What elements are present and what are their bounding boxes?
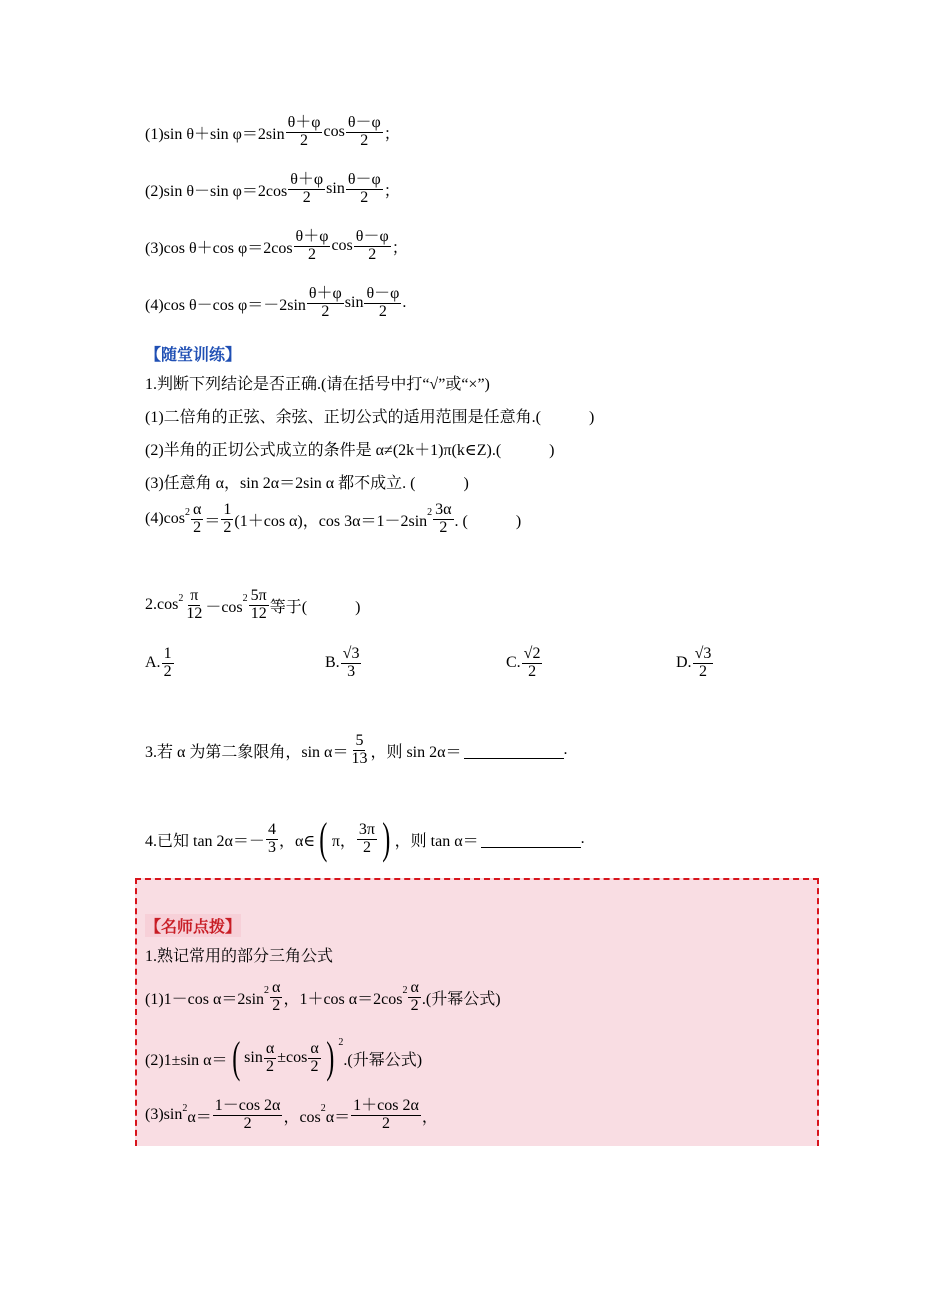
exponent: 2 xyxy=(338,1036,344,1048)
numerator: √3 xyxy=(694,645,712,662)
denominator: 2 xyxy=(223,518,232,536)
denominator: 2 xyxy=(368,245,377,263)
fraction xyxy=(364,286,401,321)
formula-text: sin xyxy=(244,1049,263,1066)
formula-text: 等于( ) xyxy=(269,598,361,616)
formula-1-lhs: (1)sin θ＋sin φ＝2sin xyxy=(145,125,285,143)
tip-1: 1.熟记常用的部分三角公式 xyxy=(145,948,334,965)
denominator: 3 xyxy=(267,838,276,856)
numerator: θ－φ xyxy=(347,171,381,188)
fraction xyxy=(349,733,369,768)
choice-d[interactable] xyxy=(676,646,714,681)
numerator: 4 xyxy=(267,820,276,838)
formula-2-lhs: (2)sin θ－sin φ＝2cos xyxy=(145,182,288,200)
numerator: θ＋φ xyxy=(295,228,329,245)
formula-text: ，α∈ xyxy=(278,832,316,850)
question-1-1: (1)二倍角的正弦、余弦、正切公式的适用范围是任意角.( ) xyxy=(145,409,595,426)
denominator: 2 xyxy=(439,518,448,536)
fraction xyxy=(288,172,325,207)
formula-text: ； xyxy=(383,182,400,200)
formula-text: .(升幂公式) xyxy=(421,990,501,1008)
numerator: θ－φ xyxy=(355,228,389,245)
denominator: 2 xyxy=(300,131,309,149)
fraction xyxy=(213,1098,283,1133)
numerator: 1 xyxy=(223,501,232,518)
fraction xyxy=(433,502,453,537)
exponent: 2 xyxy=(184,506,190,518)
denominator: 2 xyxy=(163,662,172,680)
answer-blank[interactable] xyxy=(464,742,564,759)
choice-c[interactable] xyxy=(506,646,543,681)
right-paren: ) xyxy=(382,814,391,863)
fraction xyxy=(266,822,278,857)
question-4 xyxy=(145,814,585,863)
formula-text: . ( ) xyxy=(454,512,522,530)
fraction xyxy=(286,115,323,150)
fraction xyxy=(270,980,282,1015)
denominator: 2 xyxy=(382,1114,391,1132)
formula-text: 2.cos xyxy=(145,596,179,614)
formula-text: α＝ xyxy=(187,1108,212,1126)
formula-text: (1)1－cos α＝2sin xyxy=(145,990,265,1008)
fraction xyxy=(522,646,543,681)
formula-text: (1＋cos α)，cos 3α＝1－2sin xyxy=(234,512,428,530)
fraction xyxy=(191,502,203,537)
exponent: 2 xyxy=(264,984,270,996)
formula-text: ， xyxy=(421,1108,438,1126)
formula-text: ，则 tan α＝ xyxy=(394,832,479,850)
formula-text: ＝ xyxy=(204,512,221,530)
denominator: 13 xyxy=(351,749,368,767)
formula-text: . xyxy=(580,830,585,847)
formula-4-lhs: (4)cos θ－cos φ＝－2sin xyxy=(145,296,306,314)
tip-1-2 xyxy=(145,1033,423,1082)
numerator: θ＋φ xyxy=(287,114,321,131)
numerator: 5π xyxy=(250,587,267,604)
fraction xyxy=(354,229,391,264)
formula-text: 3.若 α 为第二象限角，sin α＝ xyxy=(145,743,349,761)
numerator: √3 xyxy=(342,645,360,662)
numerator: α xyxy=(272,979,281,996)
denominator: 2 xyxy=(310,1057,319,1075)
numerator: θ－φ xyxy=(347,114,381,131)
numerator: √2 xyxy=(523,645,541,662)
exponent: 2 xyxy=(182,1102,188,1114)
exponent: 2 xyxy=(402,984,408,996)
formula-text: . xyxy=(402,294,407,312)
numerator: 3π xyxy=(358,820,375,838)
formula-3-lhs: (3)cos θ＋cos φ＝2cos xyxy=(145,239,293,257)
choice-label: A. xyxy=(145,654,161,672)
choice-label: B. xyxy=(325,654,340,672)
denominator: 12 xyxy=(250,604,267,622)
numerator: 5 xyxy=(355,732,364,749)
denominator: 3 xyxy=(347,662,356,680)
fraction xyxy=(308,1041,320,1076)
question-1-4 xyxy=(145,502,521,537)
question-2 xyxy=(145,588,360,623)
formula-text: (4)cos xyxy=(145,510,185,528)
question-1: 1.判断下列结论是否正确.(请在括号中打“√”或“×”) xyxy=(145,376,490,393)
fraction xyxy=(184,588,204,623)
exponent: 2 xyxy=(178,592,184,604)
left-paren: ( xyxy=(319,814,328,863)
denominator: 12 xyxy=(186,604,203,622)
numerator: π xyxy=(190,587,199,604)
formula-text: ，1＋cos α＝2cos xyxy=(283,990,403,1008)
formula-text: (3)sin xyxy=(145,1106,183,1124)
choice-label: C. xyxy=(506,654,521,672)
denominator: 2 xyxy=(302,188,311,206)
fraction xyxy=(346,115,383,150)
formula-text: －cos xyxy=(205,598,243,616)
left-paren: ( xyxy=(231,1033,240,1082)
question-3 xyxy=(145,733,568,768)
fraction xyxy=(346,172,383,207)
practice-heading: 【随堂训练】 xyxy=(145,347,242,364)
tips-heading: 【名师点拨】 xyxy=(145,914,241,937)
fraction xyxy=(307,286,344,321)
denominator: 2 xyxy=(410,996,419,1014)
answer-blank[interactable] xyxy=(481,831,581,848)
denominator: 2 xyxy=(360,131,369,149)
fraction xyxy=(162,646,174,681)
numerator: θ－φ xyxy=(366,285,400,302)
fraction xyxy=(264,1041,276,1076)
formula-text: cos xyxy=(331,237,353,255)
denominator: 2 xyxy=(321,302,330,320)
denominator: 2 xyxy=(378,302,387,320)
choice-b[interactable] xyxy=(325,646,362,681)
exponent: 2 xyxy=(427,506,433,518)
fraction xyxy=(294,229,331,264)
formula-3 xyxy=(145,229,408,264)
denominator: 2 xyxy=(243,1114,252,1132)
exponent: 2 xyxy=(242,592,248,604)
numerator: 1 xyxy=(163,645,172,662)
formula-text: (2)1±sin α＝ xyxy=(145,1051,228,1069)
formula-text: ； xyxy=(391,239,408,257)
denominator: 2 xyxy=(193,518,202,536)
formula-text: 4.已知 tan 2α＝－ xyxy=(145,832,265,850)
numerator: θ＋φ xyxy=(290,171,324,188)
tip-1-1 xyxy=(145,980,501,1015)
fraction xyxy=(249,588,269,623)
formula-text: ，则 sin 2α＝ xyxy=(370,743,462,761)
fraction xyxy=(693,646,714,681)
numerator: 1＋cos 2α xyxy=(353,1097,419,1114)
fraction xyxy=(357,822,377,857)
fraction xyxy=(341,646,362,681)
formula-text: sin xyxy=(344,294,364,312)
choice-label: D. xyxy=(676,654,692,672)
denominator: 2 xyxy=(360,188,369,206)
formula-text: cos xyxy=(323,123,345,141)
formula-text: ，cos xyxy=(283,1108,321,1126)
numerator: α xyxy=(265,1039,275,1057)
formula-2 xyxy=(145,172,400,207)
choice-a[interactable] xyxy=(145,646,175,681)
fraction xyxy=(221,502,233,537)
tips-heading-row xyxy=(145,914,241,937)
formula-text: α＝ xyxy=(325,1108,351,1126)
formula-text: .(升幂公式) xyxy=(343,1051,423,1069)
formula-text: π， xyxy=(331,832,356,850)
question-1-2: (2)半角的正切公式成立的条件是 α≠(2k＋1)π(k∈Z).( ) xyxy=(145,442,555,459)
fraction xyxy=(408,980,420,1015)
numerator: α xyxy=(310,1039,319,1057)
exponent: 2 xyxy=(320,1102,326,1114)
denominator: 2 xyxy=(528,662,537,680)
formula-text: sin xyxy=(326,180,345,198)
denominator: 2 xyxy=(362,838,371,856)
formula-text: ； xyxy=(383,125,400,143)
right-paren: ) xyxy=(326,1033,335,1082)
numerator: α xyxy=(410,979,419,996)
numerator: 3α xyxy=(435,501,452,518)
numerator: θ＋φ xyxy=(308,285,342,302)
numerator: 1－cos 2α xyxy=(214,1097,281,1114)
question-1-3: (3)任意角 α，sin 2α＝2sin α 都不成立. ( ) xyxy=(145,475,469,492)
denominator: 2 xyxy=(266,1057,275,1075)
denominator: 2 xyxy=(698,662,707,680)
denominator: 2 xyxy=(272,996,281,1014)
formula-text: ±cos xyxy=(277,1049,308,1066)
numerator: α xyxy=(192,501,202,518)
tip-1-3 xyxy=(145,1098,438,1133)
denominator: 2 xyxy=(308,245,316,263)
formula-4 xyxy=(145,286,406,321)
formula-text: . xyxy=(563,741,568,759)
formula-1 xyxy=(145,115,400,150)
fraction xyxy=(351,1098,421,1133)
